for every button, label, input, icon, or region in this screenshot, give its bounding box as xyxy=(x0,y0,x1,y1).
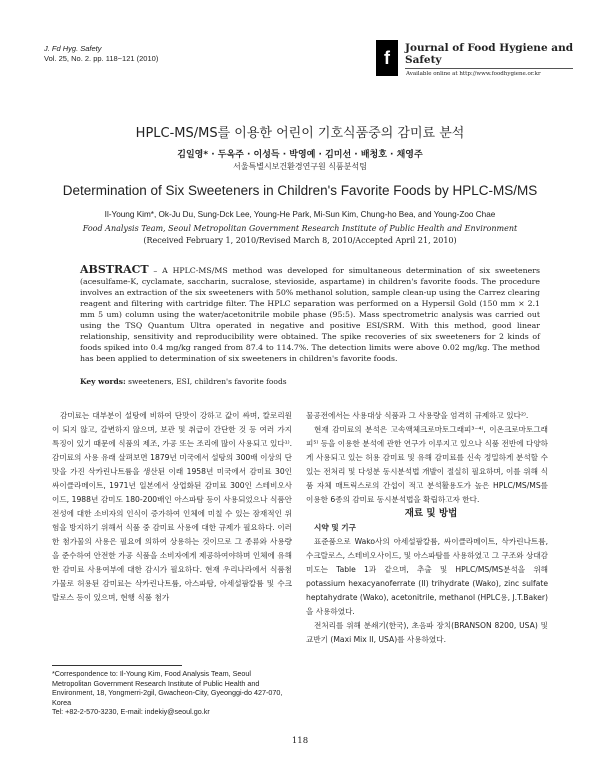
keywords xyxy=(80,377,540,386)
journal-abbrev: J. Fd Hyg. Safety xyxy=(44,44,102,53)
journal-reference xyxy=(44,44,158,64)
body-column-right xyxy=(306,409,548,647)
abstract-text: – A HPLC-MS/MS method was developed for simultaneous determination of six sweeteners (acesulfame-K, cyclamate, saccharin, sucralose, stevioside, aspartame) in children's favorite foods. The procedure involves an extraction of the six sweeteners with 50% methanol solution, sample clean-up using the Carrez clearing reagent and filtering with cartridge filter. The HPLC separation was performed on a Hypersil Gold (150 mm × 2.1 mm 5 um) column using the water/acetonitrile mobile phase (95:5). Mass spectrometric analysis was carried out using the TSQ Quantum Ultra operated in negative and positive ESI/SRM. With this method, good linear relationship, sensitivity and reproducibility were obtained. The spike recoveries of six sweeteners for 2 kinds of foods spiked into 0.4 mg/kg ranged from 87.4 to 114.7%. The detection limits were above 0.02 mg/kg. The method has been applied to determination of six sweeteners in children's favorite foods. xyxy=(80,266,540,363)
journal-name: Journal of Food Hygiene and Safety xyxy=(405,42,574,66)
logo-divider xyxy=(405,68,573,69)
abstract-heading: ABSTRACT xyxy=(80,263,149,276)
keywords-text: sweeteners, ESI, children's favorite foods xyxy=(125,377,287,386)
abstract xyxy=(80,264,540,364)
affiliation-english: Food Analysis Team, Seoul Metropolitan Government Research Institute of Public Health and Environment xyxy=(82,224,518,233)
intro-paragraph-1: 감미료는 대부분이 설탕에 비하여 단맛이 강하고 값이 싸며, 칼로리원이 되지 않고, 갈변하지 않으며, 보관 및 취급이 간단한 것 등 여러 가지 특징이 있기 때문에 식품의 제조, 가공 또는 조리에 많이 사용되고 있다¹⁾. 감미료의 사용 유래 살펴보면 1879년 미국에서 설탕의 300배 이상의 단맛을 가진 삭카린나트륨을 생산된 이래 1958년 미국에서 감미료 30인 싸이클라메이트, 1971년 일본에서 상업화된 감미료 300인 스테비오사이드, 1988년 감미도 180-200배인 아스파탐 등이 사용되었으나 식품안전성에 대한 소비자의 인식이 증가하여 인체에 미칠 수 있는 잠재적인 위험을 방지하기 위해서 식품 중 감미료 사용에 대한 규제가 필요하다. 이러한 첨가물의 사용은 필요에 의하여 상용하는 것이므로 그 종류와 사용량을 준수하여 안전한 가공 식품을 소비자에게 제공하여야하며 인체에 유해한 감미료 사용여부에 대한 감시가 필요하다. 현재 우리나라에서 식품첨가물로 허용된 감미료는 삭카린나트륨, 아스파탐, 아세설팜칼륨 및 수크랄로스 등이 있으며, 현행 식품 첨가 xyxy=(52,411,292,602)
footnote-divider xyxy=(52,665,182,666)
authors-korean: 김일영* · 두옥주 · 이성득 · 박영예 · 김미선 · 배청호 · 채영주 xyxy=(177,150,423,160)
volume-info: Vol. 25, No. 2. pp. 118~121 (2010) xyxy=(44,54,159,63)
correspondence-footnote: *Correspondence to: Il-Young Kim, Food Analysis Team, Seoul Metropolitan Government Research Institute of Public Health and Environment, 18, Yongmerri-2gil, Gwacheon-City, Gyeonggi-do 427-070, Korea Tel: +82-2-570-3230, E-mail: indekiy@seoul.go.kr xyxy=(52,669,283,717)
methods-paragraph-2: 전처리를 위해 분쇄기(한국), 초음파 장치(BRANSON 8200, USA) 및 교반기 (Maxi Mix II, USA)를 사용하였다. xyxy=(306,621,548,644)
authors-english: Il-Young Kim*, Ok-Ju Du, Sung-Dck Lee, Young-He Park, Mi-Sun Kim, Chung-ho Bea, and Young-Zoo Chae xyxy=(104,210,496,219)
journal-logo: f xyxy=(376,40,398,76)
methods-paragraph-1: 표준품으로 Wako사의 아세설팜칼륨, 싸이클라메이트, 삭카린나트륨, 수크랄로스, 스테비오사이드, 및 아스파탐를 사용하였고 그 구조와 상대감미도는 Table 1과 같으며, 추출 및 HPLC/MS/MS분석을 위해 potassium hexacyanoferrate (II) trihydrate (Wako), zinc sulfate heptahydrate (Wako), acetonitrile, methanol (HPLC용, J.T.Baker)을 사용하였다. xyxy=(306,537,548,616)
page-number: 118 xyxy=(291,736,309,746)
intro-paragraph-3: 현재 감미료의 분석은 고속액체크로마토그래피³⁻⁴⁾, 이온크로마토그래피⁵⁾ 등을 이용한 분석에 관한 연구가 이루지고 있으나 식품 전반에 다양하게 사용되고 있는 허용 감미료 및 유해 감미료를 신속 정밀하게 분석할 수 있는 전처리 및 다성분 동시분석법 개발이 절실히 필요하며, 이를 위해 식품 자체 매트릭스로의 간섭이 적고 분석활용도가 높은 HPLC/MS/MS를 이용한 6종의 감미료 동시분석법을 확립하고자 한다. xyxy=(306,425,548,504)
section-heading-methods: 재료 및 방법 xyxy=(404,508,458,519)
title-english: Determination of Six Sweeteners in Children's Favorite Foods by HPLC-MS/MS xyxy=(62,183,538,198)
subsection-heading-reagents: 시약 및 기구 xyxy=(314,523,356,532)
intro-paragraph-2: 물공전에서는 사용대상 식품과 그 사용량을 엄격히 규제하고 있다²⁾. xyxy=(306,411,529,420)
keywords-label: Key words: xyxy=(80,377,126,386)
body-column-left xyxy=(52,409,292,605)
affiliation-korean: 서울특별시보건환경연구원 식품분석팀 xyxy=(233,162,367,171)
journal-url: Available online at http://www.foodhygiene.or.kr xyxy=(406,71,541,77)
received-dates: (Received February 1, 2010/Revised March 8, 2010/Accepted April 21, 2010) xyxy=(143,236,457,245)
title-korean: HPLC-MS/MS를 이용한 어린이 기호식품중의 감미료 분석 xyxy=(135,126,465,141)
